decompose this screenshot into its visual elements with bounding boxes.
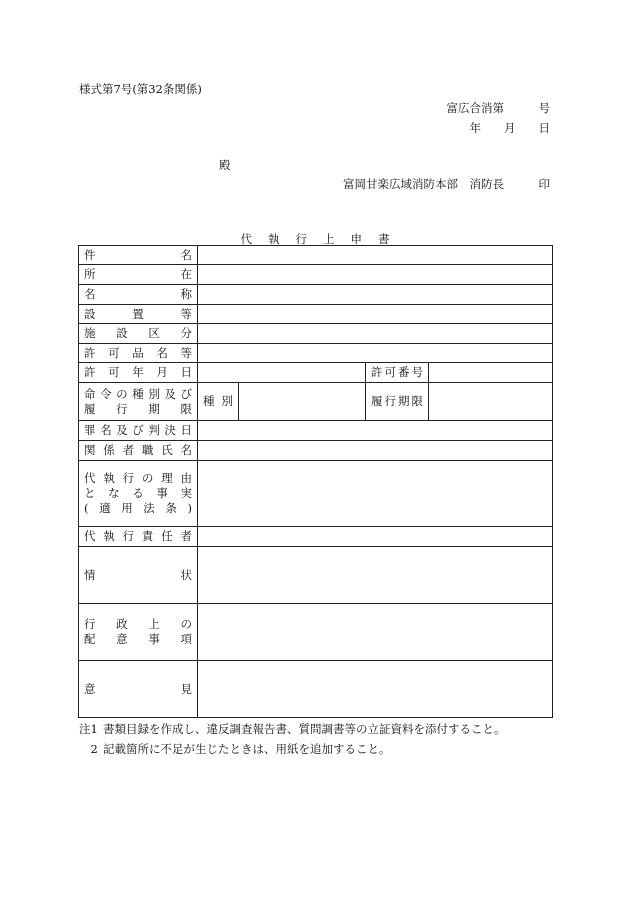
table-row	[79, 324, 553, 344]
label-permit-date: 許可年月日	[79, 363, 198, 383]
field-facility-class[interactable]	[198, 324, 553, 344]
field-crime-verdict[interactable]	[198, 421, 553, 441]
sender: 富岡甘楽広域消防本部 消防長 印	[343, 177, 550, 191]
table-row	[79, 265, 553, 285]
label-line: 代執行の理由	[84, 471, 192, 485]
field-name[interactable]	[198, 285, 553, 305]
table-row	[79, 661, 553, 718]
label-line: となる事実	[84, 486, 192, 500]
label-execution-reason	[79, 461, 198, 527]
field-related-persons[interactable]	[198, 441, 553, 461]
note-text: 書類目録を作成し、違反調査報告書、質問調書等の立証資料を添付すること。	[103, 722, 506, 736]
label-location: 所在	[79, 265, 198, 285]
document-title: 代執行上申書	[240, 232, 406, 246]
addressee: 殿	[219, 158, 231, 172]
note-item	[79, 739, 506, 759]
label-line: 命令の種別及び	[84, 386, 192, 401]
label-installer: 設置等	[79, 305, 198, 324]
label-administrative-considerations	[79, 604, 198, 661]
field-execution-reason[interactable]	[198, 461, 553, 527]
label-name: 名称	[79, 285, 198, 305]
label-case-name: 件名	[79, 246, 198, 265]
label-opinion: 意見	[79, 661, 198, 718]
field-circumstances[interactable]	[198, 547, 553, 604]
field-permit-number[interactable]	[429, 363, 553, 383]
table-row	[79, 246, 553, 265]
field-permitted-items[interactable]	[198, 344, 553, 363]
table-row	[79, 305, 553, 324]
label-line: 行政上の	[84, 617, 192, 631]
field-permit-date[interactable]	[198, 363, 366, 383]
label-facility-class: 施設区分	[79, 324, 198, 344]
field-case-name[interactable]	[198, 246, 553, 265]
field-location[interactable]	[198, 265, 553, 285]
notes	[79, 719, 506, 759]
document-number: 富広合消第 号	[446, 101, 550, 115]
note-label: 2	[79, 742, 98, 756]
label-deadline: 履行期限	[366, 383, 429, 421]
note-item	[79, 719, 506, 739]
table-row	[79, 383, 553, 421]
table-row	[79, 441, 553, 461]
field-administrative-considerations[interactable]	[198, 604, 553, 661]
field-execution-officer[interactable]	[198, 527, 553, 547]
table-row	[79, 285, 553, 305]
table-row	[79, 527, 553, 547]
field-order-type[interactable]	[239, 383, 366, 421]
field-opinion[interactable]	[198, 661, 553, 718]
field-installer[interactable]	[198, 305, 553, 324]
label-permitted-items: 許可品名等	[79, 344, 198, 363]
table-row	[79, 547, 553, 604]
label-circumstances: 情状	[79, 547, 198, 604]
note-text: 記載箇所に不足が生じたときは、用紙を追加すること。	[103, 742, 391, 756]
label-execution-officer: 代執行責任者	[79, 527, 198, 547]
label-line: 履行期限	[84, 401, 192, 416]
label-line: (適用法条)	[84, 501, 192, 515]
application-form-table	[78, 245, 553, 718]
document-date: 年 月 日	[469, 121, 550, 135]
table-row	[79, 461, 553, 527]
note-label: 注1	[79, 722, 98, 736]
table-row	[79, 421, 553, 441]
label-order-type-deadline	[79, 383, 198, 421]
label-order-type: 種別	[198, 383, 239, 421]
label-permit-number: 許可番号	[366, 363, 429, 383]
form-number: 様式第7号(第32条関係)	[79, 82, 202, 96]
label-line: 配意事項	[84, 632, 192, 646]
table-row	[79, 344, 553, 363]
label-related-persons: 関係者職氏名	[79, 441, 198, 461]
table-row	[79, 363, 553, 383]
label-crime-verdict: 罪名及び判決日	[79, 421, 198, 441]
table-row	[79, 604, 553, 661]
field-deadline[interactable]	[429, 383, 553, 421]
